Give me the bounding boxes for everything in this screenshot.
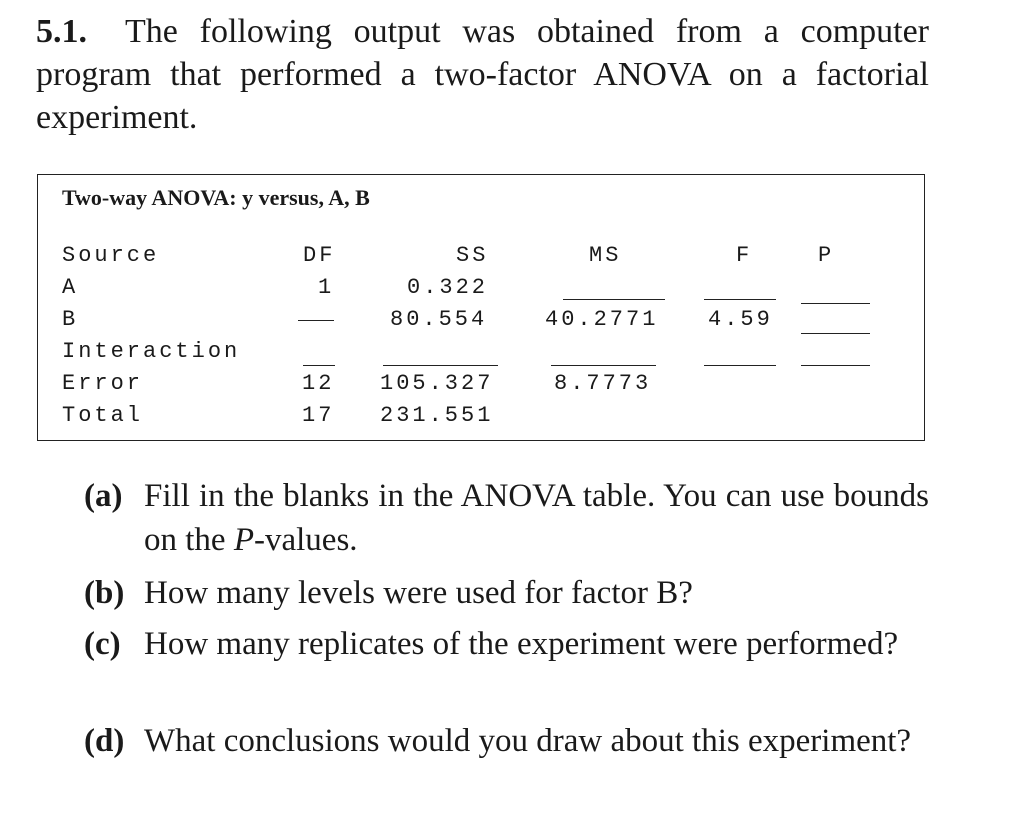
row-a-df: 1 <box>318 275 335 300</box>
row-interaction-p-blank <box>801 365 870 366</box>
row-total-source: Total <box>62 403 144 428</box>
row-total-ss: 231.551 <box>380 403 494 428</box>
question-c <box>84 622 929 666</box>
row-error-df: 12 <box>302 371 335 396</box>
problem-statement <box>36 10 929 139</box>
row-a-f-blank <box>704 299 776 300</box>
question-b <box>84 571 929 615</box>
header-f: F <box>736 243 753 268</box>
header-ms: MS <box>589 243 622 268</box>
row-b-ss: 80.554 <box>390 307 488 332</box>
question-b-text: How many levels were used for factor B? <box>144 575 693 611</box>
row-a-ms-blank <box>563 299 665 300</box>
row-error-source: Error <box>62 371 144 396</box>
question-a-text: Fill in the blanks in the ANOVA table. You can use bounds on the <box>144 478 929 558</box>
header-p: P <box>818 243 835 268</box>
row-interaction-ss-blank <box>383 365 498 366</box>
question-d <box>84 719 929 763</box>
question-b-label: (b) <box>84 575 125 611</box>
row-b-source: B <box>62 307 79 332</box>
question-c-label: (c) <box>84 626 121 662</box>
row-error-ms: 8.7773 <box>554 371 652 396</box>
row-a-source: A <box>62 275 79 300</box>
header-ss: SS <box>456 243 489 268</box>
row-b-ms: 40.2771 <box>545 307 659 332</box>
question-a <box>84 474 929 562</box>
anova-output-title: Two-way ANOVA: y versus, A, B <box>62 185 370 210</box>
question-d-text: What conclusions would you draw about this experiment? <box>144 723 912 759</box>
row-a-ss: 0.322 <box>407 275 489 300</box>
problem-text: The following output was obtained from a computer program that performed a two-factor ANOVA on a factorial experiment. <box>36 13 929 136</box>
row-b-f: 4.59 <box>708 307 773 332</box>
row-interaction-source: Interaction <box>62 339 241 364</box>
row-b-df-blank <box>298 320 334 321</box>
problem-number: 5.1. <box>36 13 87 50</box>
header-df: DF <box>303 243 336 268</box>
question-a-italic: P <box>233 522 254 558</box>
question-c-text: How many replicates of the experiment were performed? <box>144 626 899 662</box>
row-a-p-blank <box>801 303 870 304</box>
row-interaction-f-blank <box>704 365 776 366</box>
row-interaction-df-blank <box>303 365 335 366</box>
question-d-label: (d) <box>84 723 125 759</box>
row-b-p-blank <box>801 333 870 334</box>
row-error-ss: 105.327 <box>380 371 494 396</box>
row-total-df: 17 <box>302 403 335 428</box>
row-interaction-ms-blank <box>551 365 656 366</box>
header-source: Source <box>62 243 160 268</box>
anova-output-box <box>37 174 925 441</box>
question-a-label: (a) <box>84 478 123 514</box>
question-a-text-end: -values. <box>254 522 358 558</box>
